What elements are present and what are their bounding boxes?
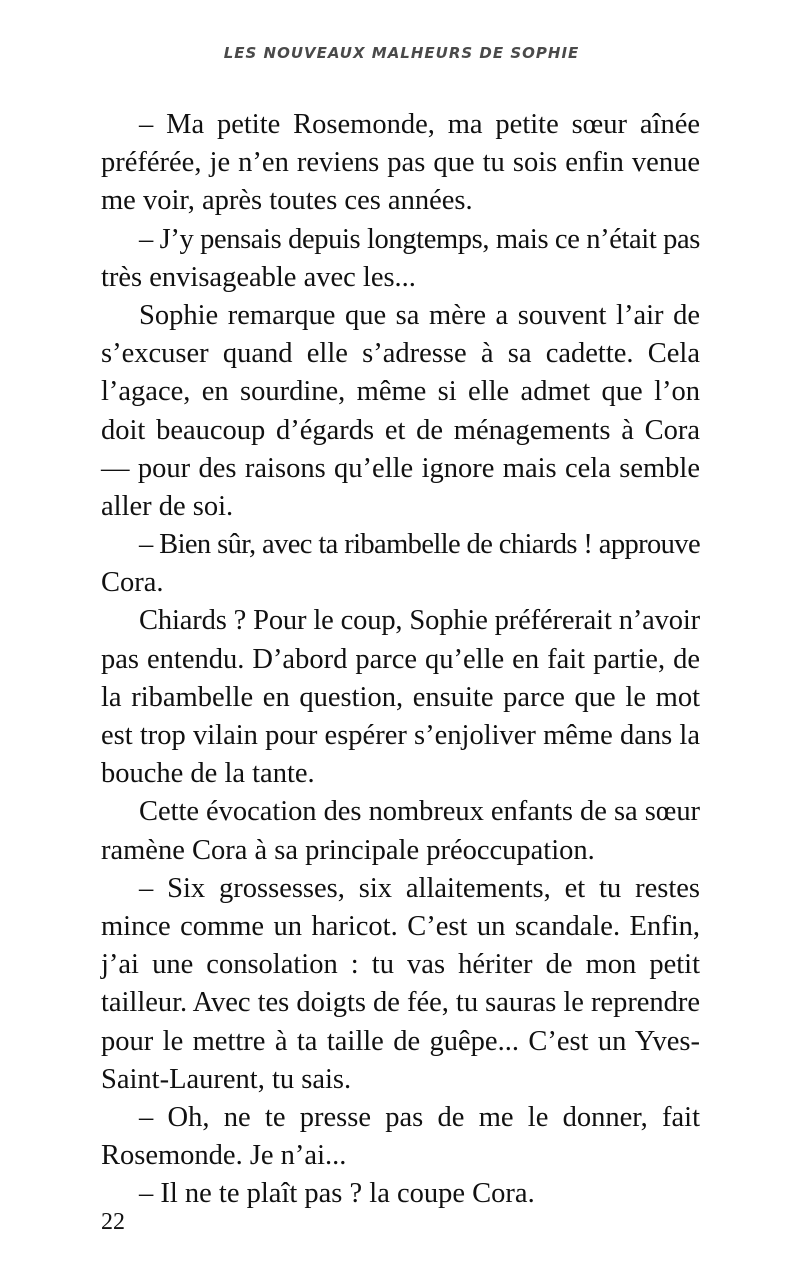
text-line: pour le mettre à ta taille de guêpe... C’est un Yves-: [101, 1025, 700, 1057]
paragraph: [101, 1175, 700, 1213]
text-line: – Six grossesses, six allaitements, et tu restes: [139, 872, 700, 904]
text-line: Cette évocation des nombreux enfants de sa sœur: [139, 796, 700, 828]
text-line: très envisageable avec les...: [101, 261, 416, 293]
paragraph: [101, 793, 700, 869]
text-line: – Oh, ne te presse pas de me le donner, fait: [139, 1101, 700, 1133]
text-line: – Ma petite Rosemonde, ma petite sœur aînée: [139, 109, 700, 140]
text-line: Cora.: [101, 567, 164, 599]
text-line: – Bien sûr, avec ta ribambelle de chiards ! approuve: [139, 529, 700, 561]
paragraph: [101, 870, 700, 1099]
text-line: préférée, je n’en reviens pas que tu sois enfin venue: [101, 147, 700, 179]
text-line: Saint-Laurent, tu sais.: [101, 1063, 352, 1095]
text-line: s’excuser quand elle s’adresse à sa cadette. Cela: [101, 338, 700, 370]
text-line: me voir, après toutes ces années.: [101, 185, 473, 217]
text-line: Chiards ? Pour le coup, Sophie préférerait n’avoir: [139, 605, 700, 637]
page-number: 22: [101, 1209, 125, 1235]
text-line: bouche de la tante.: [101, 758, 315, 790]
paragraph: [101, 1099, 700, 1175]
text-line: – Il ne te plaît pas ? la coupe Cora.: [139, 1178, 535, 1210]
text-line: aller de soi.: [101, 490, 234, 522]
text-line: ramène Cora à sa principale préoccupation.: [101, 834, 595, 866]
text-line: j’ai une consolation : tu vas hériter de mon petit: [101, 949, 700, 981]
text-line: est trop vilain pour espérer s’enjoliver même dans la: [101, 720, 700, 751]
paragraph: [101, 526, 700, 602]
text-line: la ribambelle en question, ensuite parce que le mot: [101, 681, 700, 713]
text-line: pas entendu. D’abord parce qu’elle en fait partie, de: [101, 643, 700, 675]
running-header: LES NOUVEAUX MALHEURS DE SOPHIE: [223, 44, 580, 62]
body-text: [101, 106, 700, 1213]
text-line: mince comme un haricot. C’est un scandale. Enfin,: [101, 910, 700, 942]
text-line: Sophie remarque que sa mère a souvent l’air de: [139, 299, 700, 331]
text-line: Rosemonde. Je n’ai...: [101, 1140, 347, 1172]
paragraph: [101, 602, 700, 793]
paragraph: [101, 221, 700, 297]
text-line: doit beaucoup d’égards et de ménagements à Cora: [101, 414, 700, 446]
text-line: – J’y pensais depuis longtemps, mais ce n’était pas: [139, 223, 700, 255]
text-line: tailleur. Avec tes doigts de fée, tu sauras le reprendre: [101, 987, 700, 1019]
text-line: — pour des raisons qu’elle ignore mais cela semble: [101, 452, 700, 484]
paragraph: [101, 106, 700, 221]
text-line: l’agace, en sourdine, même si elle admet que l’on: [101, 376, 700, 408]
paragraph: [101, 297, 700, 526]
